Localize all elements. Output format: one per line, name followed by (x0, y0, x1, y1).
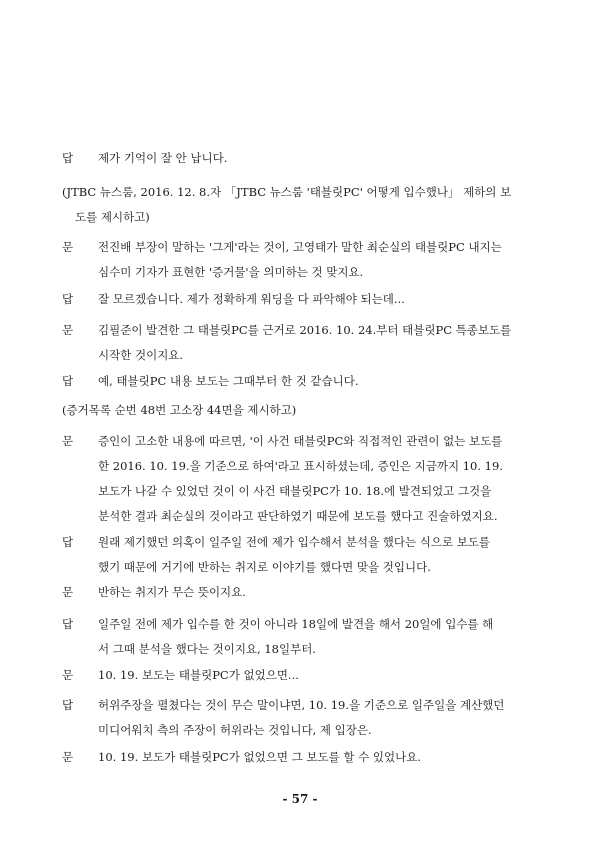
entry-label: 문 (62, 585, 74, 599)
evidence-note-line: 도를 제시하고) (75, 210, 150, 224)
entry-line: 잘 모르겠습니다. 제가 정확하게 워딩을 다 파악해야 되는데... (98, 292, 405, 306)
entry-line: 서 그때 분석을 했다는 것이지요, 18일부터. (98, 642, 316, 656)
entry-line: 10. 19. 보도는 태블릿PC가 없었으면... (98, 668, 299, 682)
entry-line: 분석한 결과 최순실의 것이라고 판단하였기 때문에 보도를 했다고 진술하였지요. (98, 509, 498, 523)
entry-line: 원래 제기했던 의혹이 일주일 전에 제가 입수해서 분석을 했다는 식으로 보도를 (98, 535, 491, 549)
page-number: - 57 - (282, 792, 318, 806)
entry-line: 시작한 것이지요. (98, 348, 184, 362)
entry-label: 답 (62, 292, 74, 306)
entry-line: 10. 19. 보도가 태블릿PC가 없었으면 그 보도를 할 수 있었나요. (98, 750, 421, 764)
entry-label: 문 (62, 434, 74, 448)
entry-label: 문 (62, 323, 74, 337)
entry-line: 김필준이 발견한 그 태블릿PC를 근거로 2016. 10. 24.부터 태블릿PC 특종보도를 (98, 323, 512, 337)
entry-line: 했기 때문에 거기에 반하는 취지로 이야기를 했다면 맞을 것입니다. (98, 560, 431, 574)
entry-line: 제가 기억이 잘 안 납니다. (98, 151, 228, 165)
entry-line: 심수미 기자가 표현한 '증거물'을 의미하는 것 맞지요. (98, 265, 364, 279)
entry-label: 문 (62, 750, 74, 764)
entry-line: 반하는 취지가 무슨 뜻이지요. (98, 585, 246, 599)
entry-line: 예, 태블릿PC 내용 보도는 그때부터 한 것 같습니다. (98, 374, 359, 388)
entry-line: 증인이 고소한 내용에 따르면, '이 사건 태블릿PC와 직접적인 관련이 없는 보도를 (98, 434, 503, 448)
entry-line: 미디어워치 측의 주장이 허위라는 것입니다, 제 입장은. (98, 723, 372, 737)
entry-label: 문 (62, 240, 74, 254)
entry-label: 답 (62, 151, 74, 165)
entry-label: 답 (62, 374, 74, 388)
entry-label: 답 (62, 617, 74, 631)
entry-line: 한 2016. 10. 19.을 기준으로 하여'라고 표시하셨는데, 증인은 지금까지 10. 19. (98, 459, 503, 473)
entry-label: 답 (62, 698, 74, 712)
entry-line: 허위주장을 펼쳤다는 것이 무슨 말이냐면, 10. 19.을 기준으로 일주일을 계산했던 (98, 698, 505, 712)
entry-line: 일주일 전에 제가 입수를 한 것이 아니라 18일에 발견을 해서 20일에 입수를 해 (98, 617, 494, 631)
entry-line: 전진배 부장이 말하는 '그게'라는 것이, 고영태가 말한 최순실의 태블릿PC 내지는 (98, 240, 502, 254)
entry-label: 문 (62, 668, 74, 682)
evidence-note-line: (증거목록 순번 48번 고소장 44면을 제시하고) (62, 403, 297, 417)
entry-label: 답 (62, 535, 74, 549)
evidence-note-line: (JTBC 뉴스룸, 2016. 12. 8.자 「JTBC 뉴스룸 '태블릿PC' 어떻게 입수했나」 제하의 보 (62, 185, 512, 199)
entry-line: 보도가 나갈 수 있었던 것이 이 사건 태블릿PC가 10. 18.에 발견되었고 그것을 (98, 484, 492, 498)
